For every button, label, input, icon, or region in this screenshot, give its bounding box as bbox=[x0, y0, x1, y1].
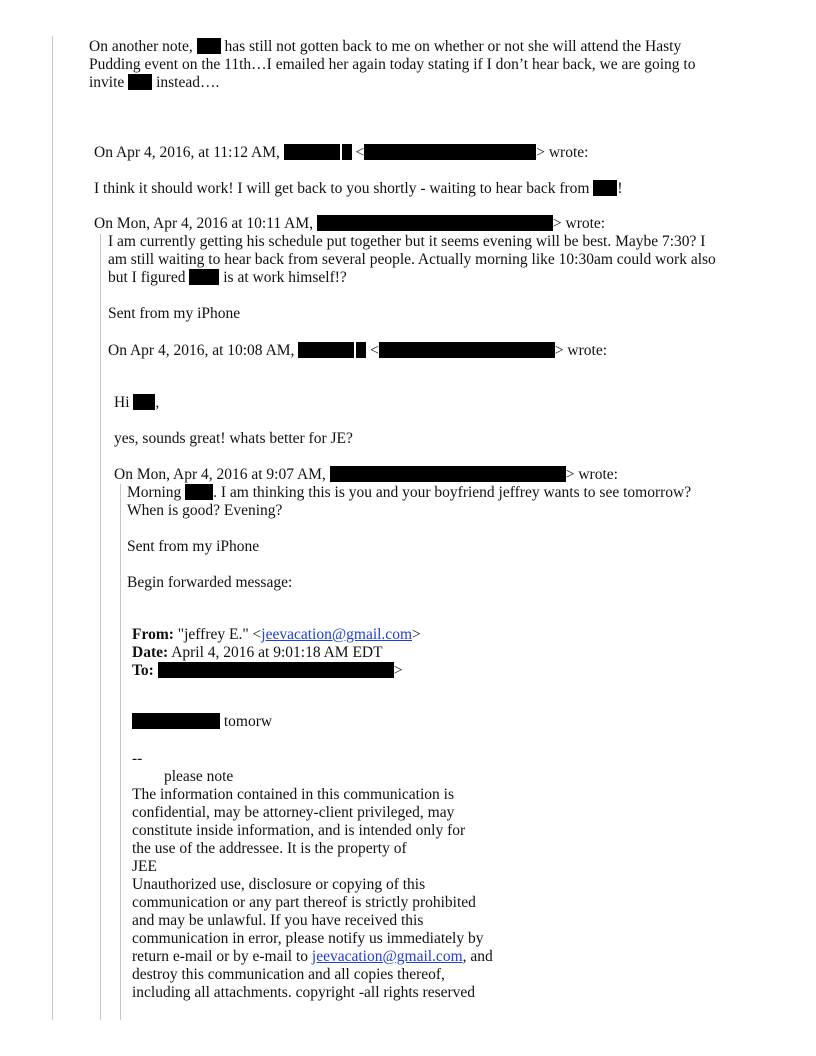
redaction bbox=[158, 662, 394, 678]
disclaimer-line: destroy this communication and all copies thereof, bbox=[132, 966, 445, 983]
redaction bbox=[133, 394, 155, 410]
quote-rule-level2 bbox=[100, 234, 101, 1020]
redaction bbox=[284, 144, 340, 160]
quote1-body: I think it should work! I will get back to you shortly - waiting to hear back from ! bbox=[94, 180, 623, 197]
quote3-body: yes, sounds great! whats better for JE? bbox=[114, 430, 353, 447]
redaction bbox=[298, 342, 354, 358]
disclaimer-line: communication in error, please notify us immediately by bbox=[132, 930, 484, 947]
redaction bbox=[342, 144, 352, 160]
return-email-link[interactable]: jeevacation@gmail.com bbox=[311, 948, 463, 965]
redaction bbox=[128, 74, 152, 90]
redaction bbox=[364, 144, 536, 160]
redaction bbox=[356, 342, 366, 358]
quote4-forwarded-label: Begin forwarded message: bbox=[127, 574, 293, 591]
quote3-greeting: Hi , bbox=[114, 394, 160, 411]
redaction bbox=[189, 269, 219, 285]
quote2-header: On Mon, Apr 4, 2016 at 10:11 AM, > wrote: bbox=[94, 215, 606, 232]
disclaimer-line: Unauthorized use, disclosure or copying of this bbox=[132, 876, 426, 893]
disclaimer-line: constitute inside information, and is intended only for bbox=[132, 822, 466, 839]
please-note: please note bbox=[164, 768, 234, 785]
quote2-line-2: am still waiting to hear back from several people. Actually morning like 10:30am could work also bbox=[108, 251, 716, 268]
quote4-line-1: Morning . I am thinking this is you and your boyfriend jeffrey wants to see tomorrow? bbox=[127, 484, 692, 501]
redaction bbox=[379, 342, 555, 358]
intro-line-3: invite instead…. bbox=[89, 74, 220, 91]
quote1-header: On Apr 4, 2016, at 11:12 AM, < > wrote: bbox=[94, 144, 589, 161]
redaction bbox=[330, 466, 566, 482]
quote-rule-outer bbox=[52, 36, 53, 1020]
redaction bbox=[593, 180, 617, 196]
disclaimer-line: and may be unlawful. If you have received this bbox=[132, 912, 424, 929]
disclaimer-line: communication or any part thereof is strictly prohibited bbox=[132, 894, 476, 911]
disclaimer-line: the use of the addressee. It is the property of bbox=[132, 840, 407, 857]
quote4-signature: Sent from my iPhone bbox=[127, 538, 260, 555]
quote-rule-level3 bbox=[120, 484, 121, 1020]
quote3-header: On Apr 4, 2016, at 10:08 AM, < > wrote: bbox=[108, 342, 608, 359]
forwarded-to: To: > bbox=[132, 662, 403, 679]
quote4-line-2: When is good? Evening? bbox=[127, 502, 283, 519]
from-email-link[interactable]: jeevacation@gmail.com bbox=[261, 626, 412, 643]
quote2-line-1: I am currently getting his schedule put together but it seems evening will be best. Maybe 7:30? I bbox=[108, 233, 706, 250]
quote2-signature: Sent from my iPhone bbox=[108, 305, 241, 322]
quote4-header: On Mon, Apr 4, 2016 at 9:07 AM, > wrote: bbox=[114, 466, 618, 483]
disclaimer-line: The information contained in this communication is bbox=[132, 786, 454, 803]
disclaimer-line: return e-mail or by e-mail to jeevacation@gmail.com, and bbox=[132, 948, 493, 965]
disclaimer-line: including all attachments. copyright -all rights reserved bbox=[132, 984, 476, 1001]
signature-dash: -- bbox=[132, 750, 143, 767]
forwarded-from: From: "jeffrey E." <jeevacation@gmail.com> bbox=[132, 626, 421, 643]
disclaimer-line: JEE bbox=[132, 858, 157, 875]
quote2-line-3: but I figured is at work himself!? bbox=[108, 269, 347, 286]
redaction bbox=[132, 713, 220, 729]
redaction bbox=[197, 38, 221, 54]
redaction bbox=[317, 215, 553, 231]
redaction bbox=[185, 484, 213, 500]
intro-line-2: Pudding event on the 11th…I emailed her again today stating if I don’t hear back, we are going to bbox=[89, 56, 696, 73]
disclaimer-line: confidential, may be attorney-client privileged, may bbox=[132, 804, 455, 821]
forwarded-date: Date: April 4, 2016 at 9:01:18 AM EDT bbox=[132, 644, 383, 661]
intro-line-1: On another note, has still not gotten back to me on whether or not she will attend the Hasty bbox=[89, 38, 682, 55]
forwarded-subject: tomorw bbox=[132, 713, 272, 731]
